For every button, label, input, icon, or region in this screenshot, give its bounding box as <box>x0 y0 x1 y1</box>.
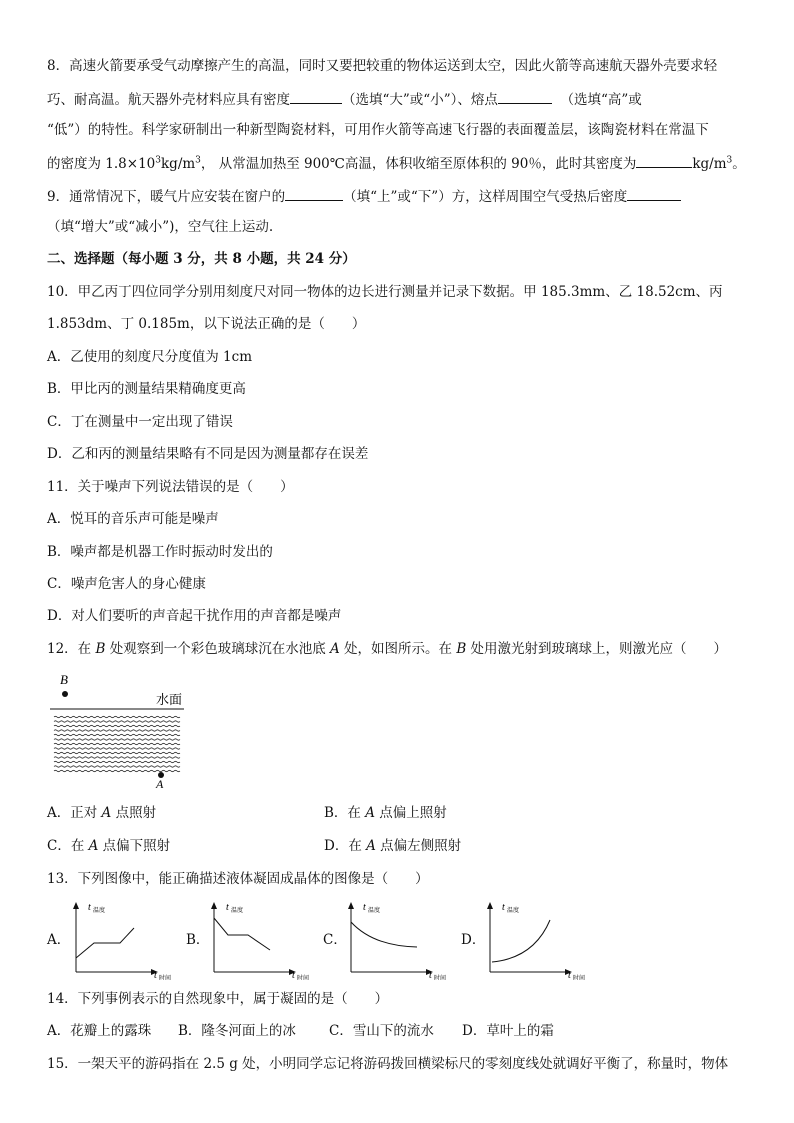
water-wave-line <box>54 730 180 731</box>
q11-option-b[interactable]: B．噪声都是机器工作时振动时发出的 <box>47 544 273 560</box>
q11-line1: 11．关于噪声下列说法错误的是（ ） <box>47 479 294 495</box>
q13-graph-a-y-label: t <box>88 902 91 913</box>
q8-blank-density[interactable] <box>290 89 342 104</box>
q8-line2-a: 巧、耐高温。航天器外壳材料应具有密度 <box>47 92 290 108</box>
water-wave-line <box>54 766 180 767</box>
q10-option-d[interactable]: D．乙和丙的测量结果略有不同是因为测量都存在误差 <box>47 446 369 462</box>
q13-option-c-label[interactable]: C． <box>323 932 347 948</box>
q12-line1-b: 处观察到一个彩色玻璃球沉在水池底 <box>105 641 330 657</box>
q8-line4-c: ， 从常温加热至 900℃高温，体积收缩至原体积的 90％，此时其密度为 <box>200 156 637 172</box>
q8-line2-c: （选填“高”或 <box>560 92 642 108</box>
q12-opt-b-1: B．在 <box>324 805 366 821</box>
q12-line1-a: 12．在 <box>47 641 96 657</box>
q12-line1-d: 处用激光射到玻璃球上，则激光应（ ） <box>466 641 728 657</box>
q8-line3: “低”）的特性。科学家研制出一种新型陶瓷材料，可用作火箭等高速飞行器的表面覆盖层，该陶瓷材料在常温下 <box>47 122 709 138</box>
q12-pool-svg <box>44 668 204 788</box>
q8-line4-d: kg/m <box>692 156 727 172</box>
water-wave-line <box>54 725 180 726</box>
q13-graph-b-y-arrow <box>211 902 217 909</box>
q14-option-b[interactable]: B．隆冬河面上的冰 <box>178 1023 296 1039</box>
q10-line1: 10．甲乙丙丁四位同学分别用刻度尺对同一物体的边长进行测量并记录下数据。甲 185.3mm、乙 18.52cm、丙 <box>47 284 723 300</box>
q12-option-a[interactable] <box>47 804 156 822</box>
q12-point-b <box>62 691 68 697</box>
q12-label-surface: 水面 <box>156 693 183 708</box>
q12-line1 <box>47 640 727 658</box>
q14-option-d[interactable]: D．草叶上的霜 <box>462 1023 554 1039</box>
q13-graph-d-x-label: t <box>568 970 571 980</box>
q13-graph-b-x-sub: 时间 <box>297 975 310 980</box>
q12-label-a: A <box>156 777 164 788</box>
q14-line1: 14．下列事例表示的自然现象中，属于凝固的是（ ） <box>47 991 389 1007</box>
q12-opt-d-var: A <box>366 838 376 854</box>
q13-graph-a-y-sub: 温度 <box>93 907 106 914</box>
q11-option-a[interactable]: A．悦耳的音乐声可能是噪声 <box>47 511 219 527</box>
q12-option-d[interactable] <box>324 837 461 855</box>
water-wave-line <box>54 734 180 735</box>
q10-option-c[interactable]: C．丁在测量中一定出现了错误 <box>47 414 233 430</box>
water-wave-line <box>54 761 180 762</box>
q12-var-b-2: B <box>456 641 467 657</box>
q13-graph-c-x-label: t <box>429 970 432 980</box>
q12-line1-c: 处，如图所示。在 <box>339 641 457 657</box>
q12-opt-c-var: A <box>88 838 99 854</box>
q12-option-c[interactable] <box>47 837 170 855</box>
q8-exp1: 3 <box>155 155 161 166</box>
q13-graph-c-y-sub: 温度 <box>368 907 381 914</box>
q8-line4-a: 的密度为 1.8×10 <box>47 156 156 172</box>
q13-graph-c[interactable] <box>343 898 453 980</box>
q8-line4 <box>47 153 746 173</box>
q10-option-a[interactable]: A．乙使用的刻度尺分度值为 1cm <box>47 349 252 365</box>
q13-graph-c-y-arrow <box>348 902 354 909</box>
q8-line2-b: （选填“大”或“小”）、熔点 <box>342 92 498 108</box>
q8-line2 <box>47 89 642 109</box>
water-wave-line <box>54 752 180 753</box>
q13-line1: 13．下列图像中，能正确描述液体凝固成晶体的图像是（ ） <box>47 871 429 887</box>
q12-opt-a-2: 点照射 <box>111 805 157 821</box>
q8-blank-density-value[interactable] <box>636 153 692 168</box>
q13-graph-a-x-sub: 时间 <box>159 975 172 980</box>
q11-option-d[interactable]: D．对人们要听的声音起干扰作用的声音都是噪声 <box>47 608 342 624</box>
water-wave-line <box>54 743 180 744</box>
q13-graph-d-svg <box>482 898 592 980</box>
q13-graph-d-y-label: t <box>502 902 505 913</box>
q12-water-waves <box>54 716 180 771</box>
q13-graph-c-svg <box>343 898 453 980</box>
q8-exp2: 3 <box>195 155 201 166</box>
q12-label-b: B <box>60 672 68 687</box>
q13-option-d-label[interactable]: D． <box>461 932 486 948</box>
water-wave-line <box>54 770 180 771</box>
q13-graph-a-svg <box>68 898 178 980</box>
q13-graph-d-curve <box>492 920 550 962</box>
q13-graph-b-y-label: t <box>226 902 229 913</box>
q12-opt-d-2: 点偏左侧照射 <box>375 838 462 854</box>
water-wave-line <box>54 757 180 758</box>
q13-graph-c-x-sub: 时间 <box>434 975 447 980</box>
q13-graph-a-y-arrow <box>73 902 79 909</box>
q13-graph-c-curve <box>351 922 417 947</box>
q9-line2: （填“增大”或“减小”)，空气往上运动. <box>47 219 274 235</box>
water-wave-line <box>54 721 180 722</box>
q14-option-c[interactable]: C．雪山下的流水 <box>329 1023 434 1039</box>
q13-graph-d-x-sub: 时间 <box>573 975 586 980</box>
q13-graph-b-curve <box>214 918 270 950</box>
q13-graph-b-x-label: t <box>292 970 295 980</box>
q13-graph-d-y-arrow <box>487 902 493 909</box>
q12-opt-d-1: D．在 <box>324 838 367 854</box>
q13-graph-c-y-label: t <box>363 902 366 913</box>
q9-line1-a: 9．通常情况下，暖气片应安装在窗户的 <box>47 189 286 205</box>
q13-graph-a-x-label: t <box>154 970 157 980</box>
q12-opt-b-var: A <box>365 805 375 821</box>
q12-opt-c-1: C．在 <box>47 838 89 854</box>
q13-option-a-label[interactable]: A． <box>47 932 71 948</box>
water-wave-line <box>54 739 180 740</box>
q12-pool-figure <box>44 668 204 788</box>
q13-graph-b-y-sub: 温度 <box>231 907 244 914</box>
q13-graph-d-y-sub: 温度 <box>507 907 520 914</box>
q9-blank-position[interactable] <box>285 186 343 201</box>
q12-opt-a-1: A．正对 <box>47 805 102 821</box>
q13-graph-b[interactable] <box>206 898 316 980</box>
q13-graph-a-curve <box>76 928 134 958</box>
section-2-title: 二、选择题（每小题 3 分，共 8 小题，共 24 分） <box>47 251 356 267</box>
q12-opt-b-2: 点偏上照射 <box>374 805 447 821</box>
q13-graph-d[interactable] <box>482 898 592 980</box>
q13-graph-a[interactable] <box>68 898 178 980</box>
water-wave-line <box>54 748 180 749</box>
q13-option-b-label[interactable]: B． <box>186 932 210 948</box>
q12-opt-c-2: 点偏下照射 <box>98 838 171 854</box>
q12-var-b: B <box>95 641 106 657</box>
q9-line1 <box>47 186 681 206</box>
q11-option-c[interactable]: C．噪声危害人的身心健康 <box>47 576 206 592</box>
q12-var-a: A <box>330 641 340 657</box>
q10-option-b[interactable]: B．甲比丙的测量结果精确度更高 <box>47 381 246 397</box>
q8-line4-b: kg/m <box>161 156 196 172</box>
q8-line4-e: 。 <box>732 156 746 172</box>
q14-option-a[interactable]: A．花瓣上的露珠 <box>47 1023 152 1039</box>
q12-option-b[interactable] <box>324 804 447 822</box>
q15-line1: 15．一架天平的游码指在 2.5 g 处，小明同学忘记将游码拨回横梁标尺的零刻度线处就调好平衡了，称量时，物体 <box>47 1056 729 1072</box>
q13-graph-b-svg <box>206 898 316 980</box>
q8-blank-melting-point[interactable] <box>498 89 552 104</box>
q10-line2: 1.853dm、丁 0.185m，以下说法正确的是（ ） <box>47 316 366 332</box>
q9-blank-density[interactable] <box>627 186 681 201</box>
q12-opt-a-var: A <box>101 805 112 821</box>
q8-exp3: 3 <box>726 155 733 166</box>
water-wave-line <box>54 716 180 717</box>
q8-line1: 8．高速火箭要承受气动摩擦产生的高温，同时又要把较重的物体运送到太空，因此火箭等高速航天器外壳要求轻 <box>47 58 718 74</box>
q9-line1-b: （填“上”或“下”）方，这样周围空气受热后密度 <box>343 189 628 205</box>
